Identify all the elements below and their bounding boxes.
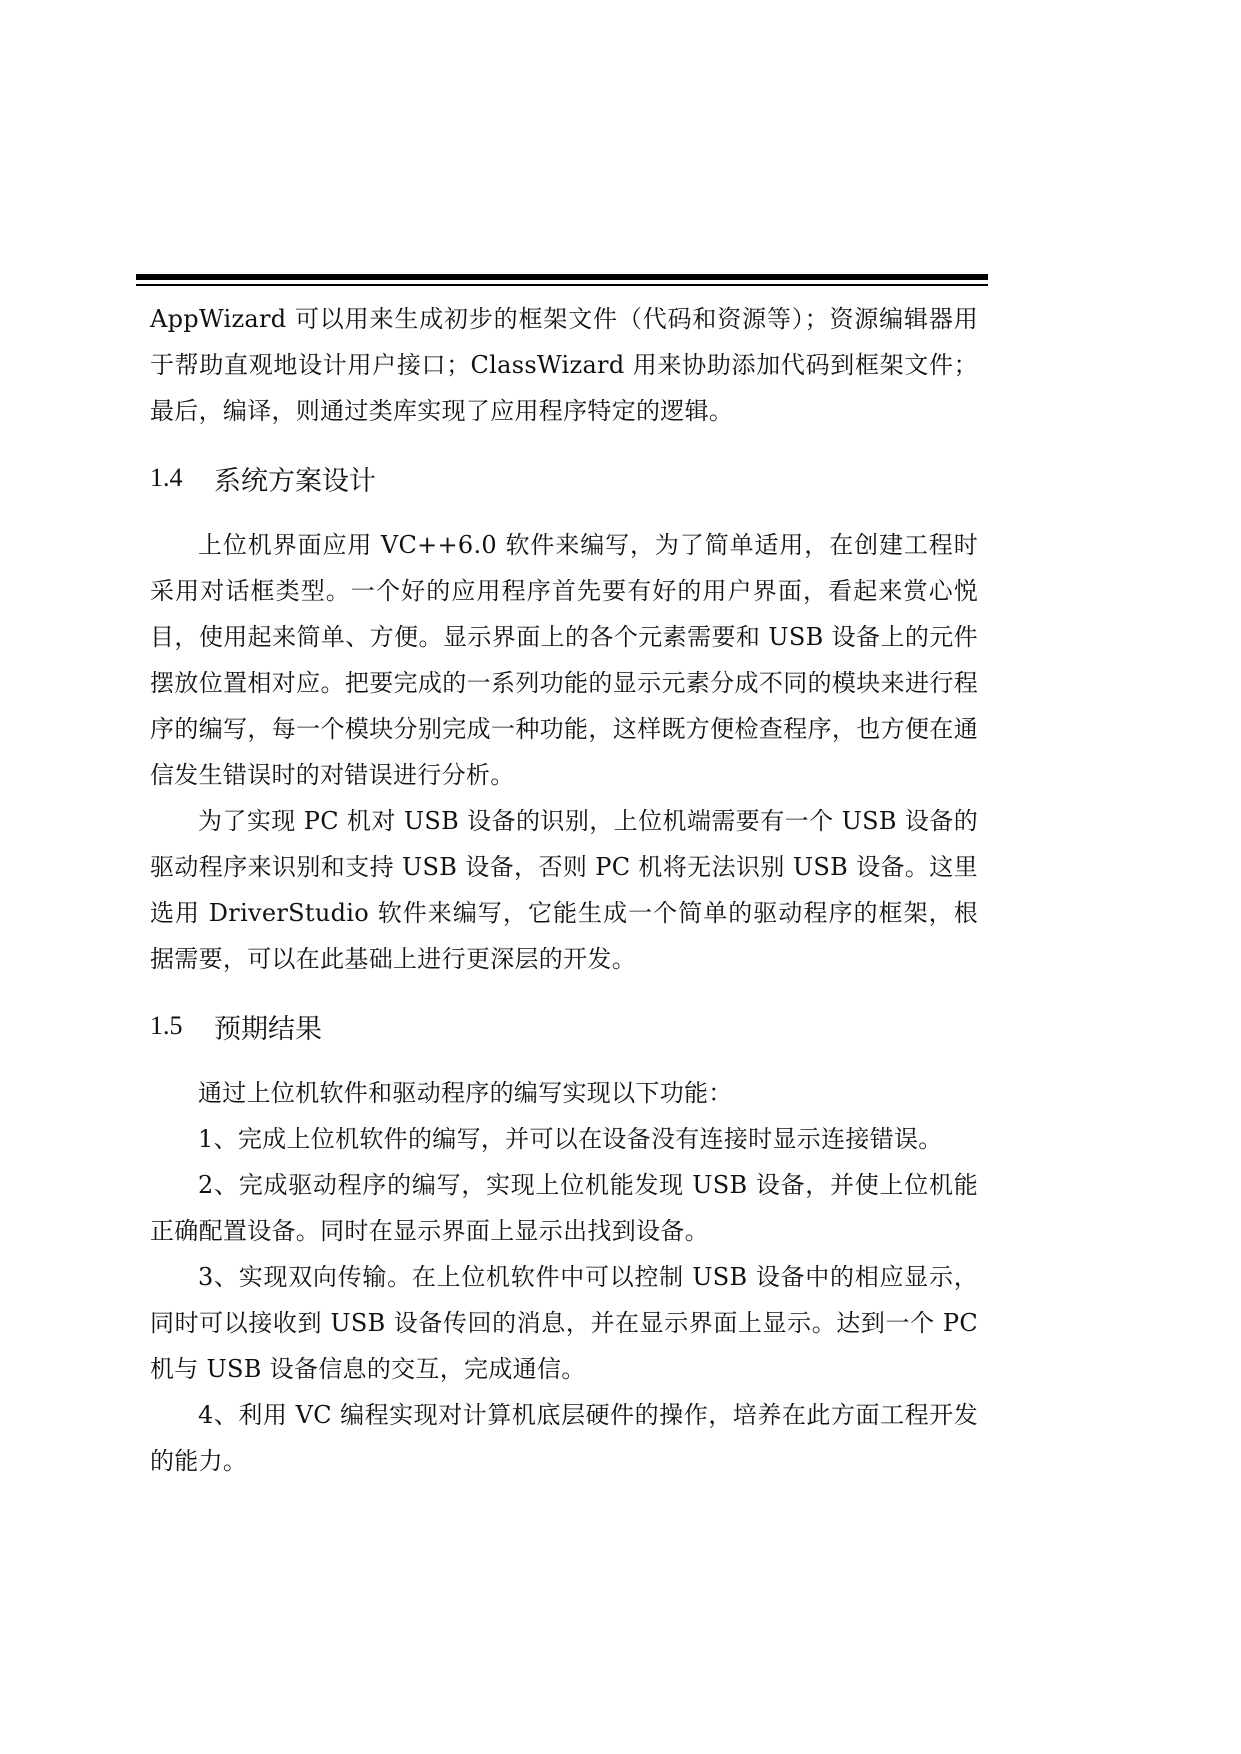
list-item: 1、完成上位机软件的编写，并可以在设备没有连接时显示连接错误。 — [198, 1125, 943, 1153]
section-heading-1-5 — [150, 1002, 978, 1050]
list-item: 3、实现双向传输。在上位机软件中可以控制 USB 设备中的相应显示，同时可以接收到 USB 设备传回的消息，并在显示界面上显示。达到一个 PC 机与 USB 设备信息的交互，完成通信。 — [150, 1263, 978, 1383]
header-rule-thick — [136, 274, 988, 280]
list-item: 4、利用 VC 编程实现对计算机底层硬件的操作，培养在此方面工程开发的能力。 — [150, 1401, 978, 1475]
page-body — [150, 296, 978, 1484]
intro-paragraph: 通过上位机软件和驱动程序的编写实现以下功能： — [198, 1079, 733, 1107]
body-paragraph: 为了实现 PC 机对 USB 设备的识别，上位机端需要有一个 USB 设备的驱动程序来识别和支持 USB 设备，否则 PC 机将无法识别 USB 设备。这里选用 DriverStudio 软件来编写，它能生成一个简单的驱动程序的框架，根据需要，可以在此基础上进行更深层的开发。 — [150, 807, 978, 973]
body-paragraph: 上位机界面应用 VC++6.0 软件来编写，为了简单适用，在创建工程时采用对话框类型。一个好的应用程序首先要有好的用户界面，看起来赏心悦目，使用起来简单、方便。显示界面上的各个元素需要和 USB 设备上的元件摆放位置相对应。把要完成的一系列功能的显示元素分成不同的模块来进行程序的编写，每一个模块分别完成一种功能，这样既方便检查程序，也方便在通信发生错误时的对错误进行分析。 — [150, 531, 978, 789]
header-rule-thin — [136, 284, 988, 286]
section-title: 预期结果 — [214, 1013, 322, 1045]
continuation-paragraph: AppWizard 可以用来生成初步的框架文件（代码和资源等）；资源编辑器用于帮助直观地设计用户接口；ClassWizard 用来协助添加代码到框架文件；最后，编译，则通过类库实现了应用程序特定的逻辑。 — [150, 305, 978, 425]
section-number: 1.4 — [150, 463, 183, 492]
list-item: 2、完成驱动程序的编写，实现上位机能发现 USB 设备，并使上位机能正确配置设备。同时在显示界面上显示出找到设备。 — [150, 1171, 978, 1245]
section-number: 1.5 — [150, 1011, 183, 1040]
section-heading-1-4 — [150, 454, 978, 502]
section-title: 系统方案设计 — [214, 465, 376, 497]
